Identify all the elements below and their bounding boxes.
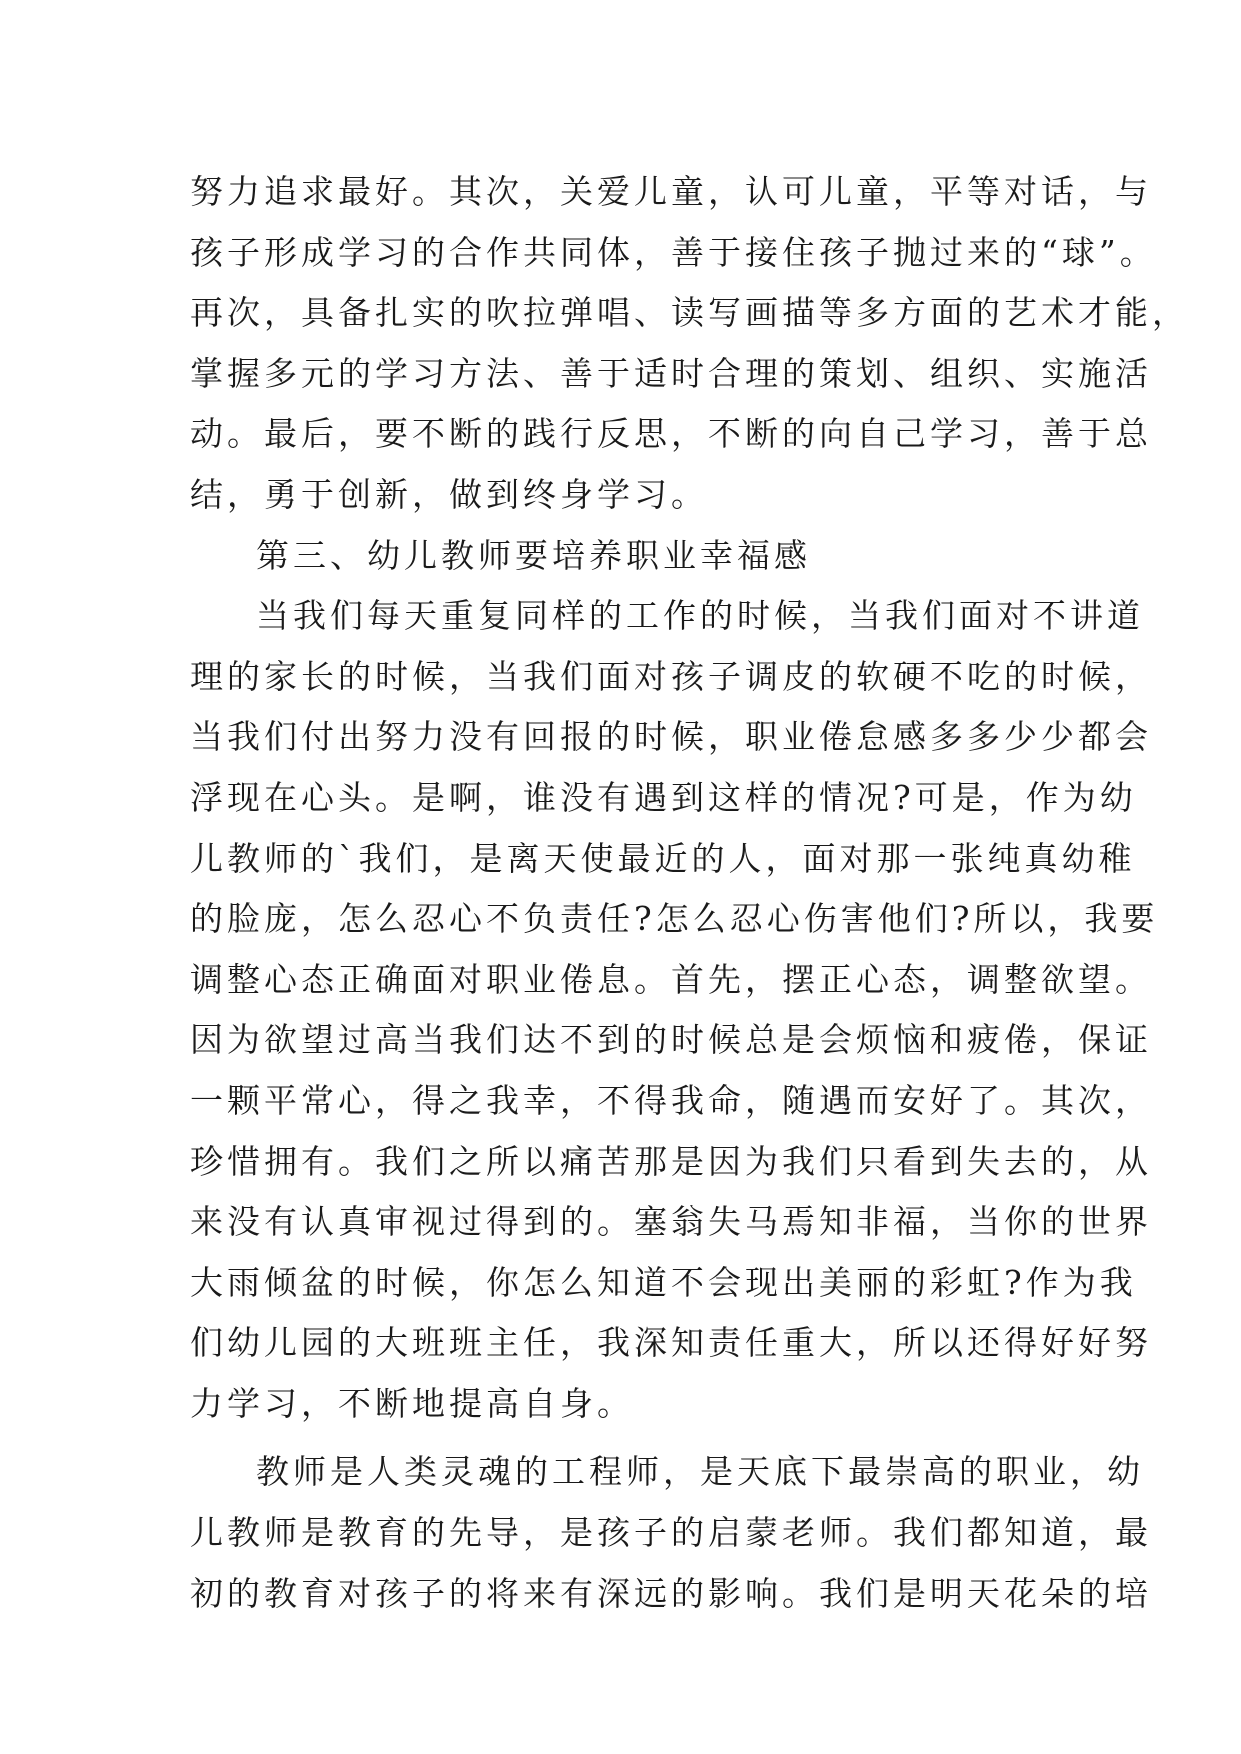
text-line: 努力追求最好。其次，关爱儿童，认可儿童，平等对话，与 [190, 172, 1152, 211]
text-line: 一颗平常心，得之我幸，不得我命，随遇而安好了。其次， [190, 1080, 1152, 1120]
text-line: 力学习，不断地提高自身。 [190, 1383, 634, 1423]
text-line: 教师是人类灵魂的工程师，是天底下最崇高的职业，幼 [256, 1452, 1144, 1492]
text-line: 结，勇于创新，做到终身学习。 [190, 474, 708, 514]
paragraph-1 [190, 162, 1189, 526]
text-line: 们幼儿园的大班班主任，我深知责任重大，所以还得好好努 [190, 1323, 1152, 1363]
text-line: 因为欲望过高当我们达不到的时候总是会烦恼和疲倦，保证 [190, 1020, 1152, 1060]
text-line: 理的家长的时候，当我们面对孩子调皮的软硬不吃的时候， [190, 656, 1152, 696]
text-line: 儿教师是教育的先导，是孩子的启蒙老师。我们都知道，最 [190, 1513, 1152, 1553]
text-line: 珍惜拥有。我们之所以痛苦那是因为我们只看到失去的，从 [190, 1141, 1152, 1181]
text-line: 调整心态正确面对职业倦息。首先，摆正心态，调整欲望。 [190, 959, 1152, 999]
body-text [190, 162, 1189, 1624]
text-line: 儿教师的`我们，是离天使最近的人，面对那一张纯真幼稚 [190, 838, 1136, 878]
text-line: 的脸庞，怎么忍心不负责任?怎么忍心伤害他们?所以，我要 [190, 899, 1159, 939]
heading-text: 第三、幼儿教师要培养职业幸福感 [256, 535, 811, 575]
text-line: 动。最后，要不断的践行反思，不断的向自己学习，善于总 [190, 414, 1152, 454]
paragraph-gap [190, 1434, 1070, 1442]
text-line: 大雨倾盆的时候，你怎么知道不会现出美丽的彩虹?作为我 [190, 1262, 1137, 1302]
text-line: 孩子形成学习的合作共同体，善于接住孩子抛过来的“球”。 [190, 232, 1157, 272]
text-line: 初的教育对孩子的将来有深远的影响。我们是明天花朵的培 [190, 1573, 1152, 1613]
paragraph-4 [190, 1442, 1152, 1624]
text-line: 再次，具备扎实的吹拉弹唱、读写画描等多方面的艺术才能， [190, 293, 1189, 333]
text-line: 来没有认真审视过得到的。塞翁失马焉知非福，当你的世界 [190, 1202, 1152, 1242]
text-line: 当我们每天重复同样的工作的时候，当我们面对不讲道 [256, 596, 1144, 636]
paragraph-3 [190, 586, 1159, 1434]
text-line: 掌握多元的学习方法、善于适时合理的策划、组织、实施活 [190, 353, 1152, 393]
section-heading [190, 526, 1070, 587]
text-line: 浮现在心头。是啊，谁没有遇到这样的情况?可是，作为幼 [190, 777, 1137, 817]
text-line: 当我们付出努力没有回报的时候，职业倦怠感多多少少都会 [190, 717, 1152, 757]
